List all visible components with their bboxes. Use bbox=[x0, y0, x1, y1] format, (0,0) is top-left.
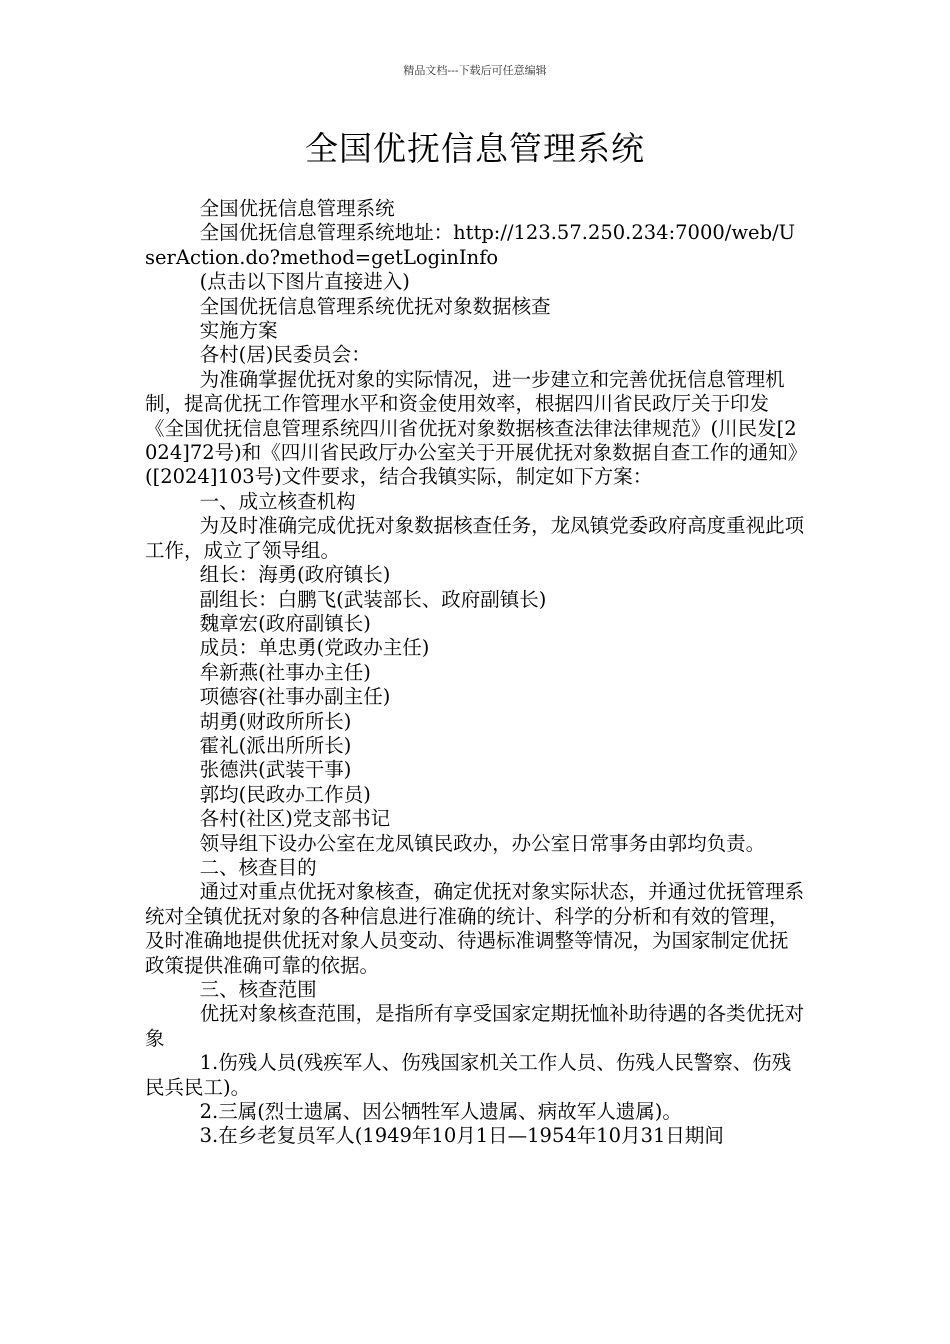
section-heading: 三、核查范围 bbox=[199, 978, 317, 1001]
member-line: 各村(社区)党支部书记 bbox=[199, 807, 391, 831]
paragraph: 优抚对象核查范围，是指所有享受国家定期抚恤补助待遇的各类优抚对象 bbox=[145, 1002, 805, 1050]
section-heading: 一、成立核查机构 bbox=[199, 489, 356, 513]
list-item: 1.伤残人员(残疾军人、伤残国家机关工作人员、伤残人民警察、伤残民兵民工)。 bbox=[145, 1051, 792, 1099]
member-line: 副组长：白鹏飞(武装部长、政府副镇长) bbox=[199, 587, 547, 611]
paragraph: 通过对重点优抚对象核查，确定优抚对象实际状态，并通过优抚管理系统对全镇优抚对象的各种信息进行准确的统计、科学的分析和有效的管理，及时准确地提供优抚对象人员变动、待遇标准调整等情况，为国家制定优抚政策提供准确可靠的依据。 bbox=[145, 880, 805, 977]
paragraph-salutation: 各村(居)民委员会： bbox=[199, 343, 371, 367]
paragraph: (点击以下图片直接进入) bbox=[199, 270, 410, 294]
member-line: 张德洪(武装干事) bbox=[199, 758, 352, 782]
paragraph: 领导组下设办公室在龙凤镇民政办，办公室日常事务由郭均负责。 bbox=[199, 831, 766, 855]
member-line: 郭均(民政办工作员) bbox=[199, 782, 371, 806]
paragraph-system-url: 全国优抚信息管理系统地址：http://123.57.250.234:7000/web/UserAction.do?method=getLoginInfo bbox=[145, 221, 796, 269]
member-line: 霍礼(派出所所长) bbox=[199, 733, 352, 757]
document-body bbox=[145, 197, 805, 1149]
member-line: 魏章宏(政府副镇长) bbox=[199, 611, 371, 635]
paragraph: 全国优抚信息管理系统优抚对象数据核查 bbox=[199, 294, 551, 318]
member-line: 胡勇(财政所所长) bbox=[199, 709, 352, 733]
paragraph: 为准确掌握优抚对象的实际情况，进一步建立和完善优抚信息管理机制，提高优抚工作管理水平和资金使用效率，根据四川省民政厅关于印发《全国优抚信息管理系统四川省优抚对象数据核查法律法律规范》(川民发[2024]72号)和《四川省民政厅办公室关于开展优抚对象数据自查工作的通知》([2024]103号)文件要求，结合我镇实际，制定如下方案： bbox=[145, 367, 798, 489]
paragraph: 全国优抚信息管理系统 bbox=[199, 197, 395, 220]
paragraph: 实施方案 bbox=[199, 319, 278, 343]
list-item: 3.在乡老复员军人(1949年10月1日—1954年10月31日期间 bbox=[199, 1124, 724, 1148]
document-title: 全国优抚信息管理系统 bbox=[305, 129, 645, 168]
member-line: 项德容(社事办副主任) bbox=[199, 685, 391, 709]
header-note: 精品文档---下载后可任意编辑 bbox=[403, 64, 547, 77]
member-line: 组长：海勇(政府镇长) bbox=[199, 563, 391, 587]
member-line: 成员：单忠勇(党政办主任) bbox=[199, 636, 430, 660]
member-line: 牟新燕(社事办主任) bbox=[199, 660, 371, 684]
list-item: 2.三属(烈士遗属、因公牺牲军人遗属、病故军人遗属)。 bbox=[199, 1100, 682, 1124]
paragraph: 为及时准确完成优抚对象数据核查任务，龙凤镇党委政府高度重视此项工作，成立了领导组。 bbox=[145, 514, 805, 562]
section-heading: 二、核查目的 bbox=[199, 855, 317, 879]
